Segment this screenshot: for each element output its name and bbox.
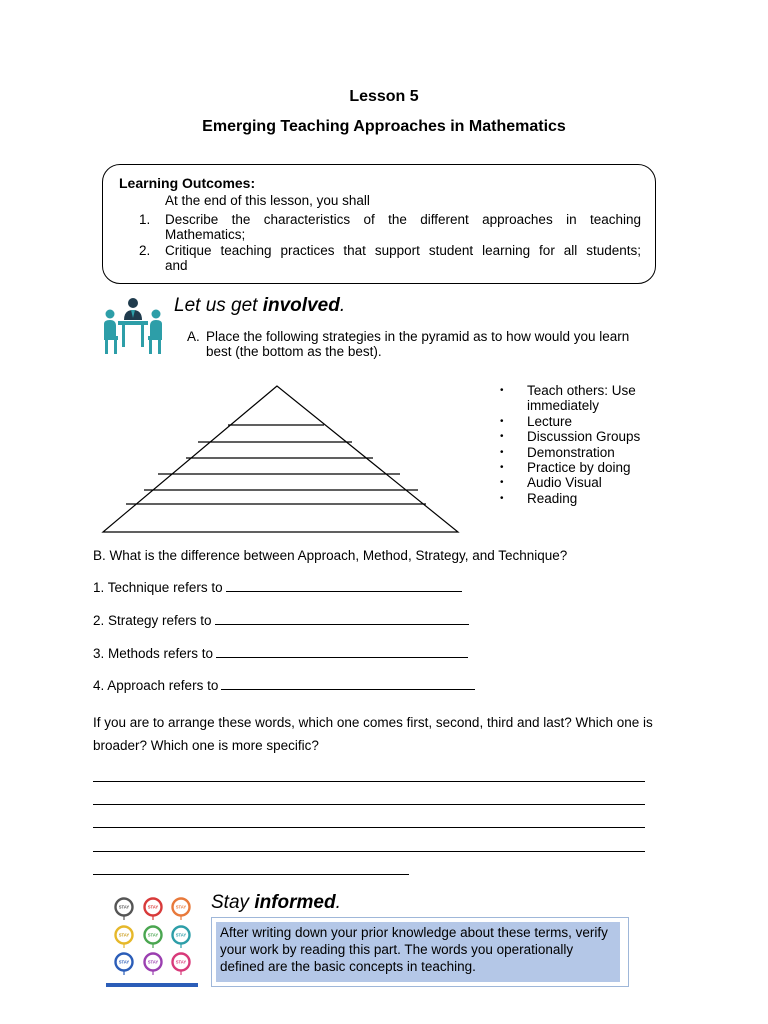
outcome-text-line2: and: [165, 258, 188, 273]
fill-in-label: 1. Technique refers to: [93, 580, 223, 595]
strategy-list: [500, 383, 670, 506]
involved-heading: [174, 295, 345, 317]
fill-in-item: [93, 580, 462, 595]
informed-callout-text: After writing down your prior knowledge about these terms, verify your work by reading this part. The words you operationally defined are the basic concepts in teaching.: [216, 922, 620, 982]
informed-heading-prefix: Stay: [211, 892, 255, 913]
pyramid-outline: [103, 386, 458, 532]
answer-line[interactable]: [93, 851, 645, 852]
outcome-number: 1.: [139, 212, 151, 227]
instruction-a: [187, 329, 653, 359]
instruction-text: Place the following strategies in the pyramid as to how would you learn best (the bottom as the best).: [206, 329, 630, 359]
arrange-question: If you are to arrange these words, which one comes first, second, third and last? Which one is broader? Which one is more specific?: [93, 715, 653, 753]
learning-outcome-item: [139, 212, 641, 242]
list-item: • Lecture: [500, 413, 573, 429]
learning-outcomes-box: [102, 164, 656, 284]
answer-blank[interactable]: [221, 678, 475, 690]
stay-badges-icon: [104, 894, 200, 988]
answer-line[interactable]: [93, 781, 645, 782]
informed-heading: [211, 892, 341, 914]
outcome-number: 2.: [139, 243, 151, 258]
fill-in-item: [93, 613, 469, 628]
informed-heading-bold: informed: [254, 892, 336, 913]
meeting-people-icon: [102, 294, 164, 358]
fill-in-label: 2. Strategy refers to: [93, 613, 212, 628]
fill-in-label: 4. Approach refers to: [93, 678, 219, 693]
fill-in-item: [93, 646, 468, 661]
fill-in-item: [93, 678, 475, 693]
lesson-number: Lesson 5: [349, 88, 419, 105]
instruction-letter: A.: [187, 329, 200, 344]
list-item: • Practice by doing: [500, 460, 631, 476]
fill-in-label: 3. Methods refers to: [93, 646, 214, 661]
involved-heading-bold: involved: [262, 295, 340, 316]
learning-pyramid: [100, 384, 462, 536]
svg-text:STAY: STAY: [118, 904, 130, 910]
outcome-text-line1: Describe the characteristics of the different approaches in teaching: [165, 212, 641, 227]
answer-blank[interactable]: [215, 613, 469, 625]
outcome-text-line2: Mathematics;: [165, 227, 246, 242]
svg-text:STAY: STAY: [175, 959, 187, 965]
answer-line[interactable]: [93, 874, 409, 875]
answer-blank[interactable]: [226, 580, 462, 592]
learning-outcomes-heading: Learning Outcomes:: [119, 175, 256, 191]
svg-text:STAY: STAY: [175, 932, 187, 938]
svg-text:STAY: STAY: [118, 932, 130, 938]
svg-text:STAY: STAY: [147, 959, 159, 965]
learning-outcomes-intro: At the end of this lesson, you shall: [165, 193, 370, 208]
involved-heading-suffix: .: [339, 295, 346, 316]
involved-heading-prefix: Let us get: [174, 295, 263, 316]
svg-text:STAY: STAY: [147, 904, 159, 910]
list-item: • Teach others: Use immediately: [500, 383, 636, 414]
lesson-title: Emerging Teaching Approaches in Mathematics: [202, 118, 566, 135]
question-b: B. What is the difference between Approach, Method, Strategy, and Technique?: [93, 548, 568, 563]
list-item: • Audio Visual: [500, 475, 602, 491]
informed-heading-suffix: .: [335, 892, 341, 913]
svg-text:STAY: STAY: [147, 932, 159, 938]
answer-blank[interactable]: [216, 646, 468, 658]
list-item: • Reading: [500, 490, 578, 506]
outcome-text-line1: Critique teaching practices that support student learning for all students;: [165, 243, 641, 258]
answer-line[interactable]: [93, 804, 645, 805]
list-item: • Discussion Groups: [500, 429, 641, 445]
answer-line[interactable]: [93, 827, 645, 828]
list-item: • Demonstration: [500, 444, 615, 460]
svg-text:STAY: STAY: [118, 959, 130, 965]
learning-outcome-item: [139, 243, 641, 273]
svg-text:STAY: STAY: [175, 904, 187, 910]
